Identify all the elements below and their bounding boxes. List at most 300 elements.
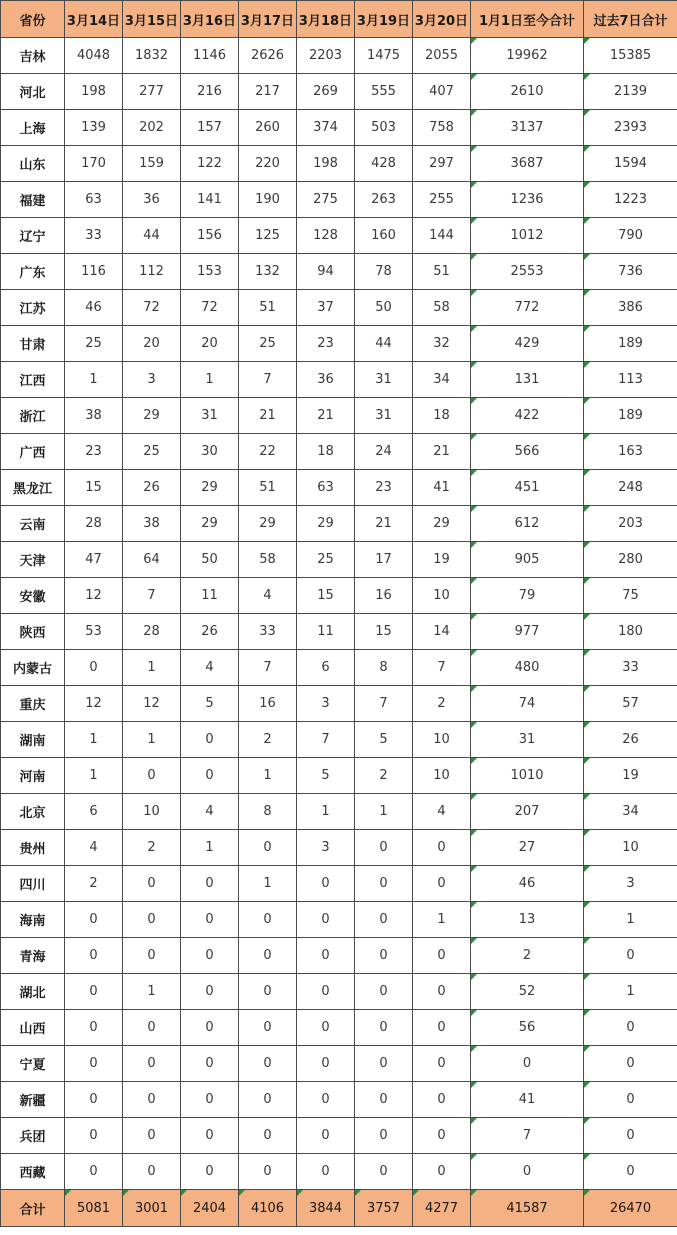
province-cell[interactable]: 甘肃 — [1, 326, 65, 362]
mar18-cell[interactable]: 7 — [297, 722, 355, 758]
mar15-cell[interactable]: 12 — [123, 686, 181, 722]
province-cell[interactable]: 新疆 — [1, 1082, 65, 1118]
mar20-cell[interactable]: 21 — [413, 434, 471, 470]
mar17-cell[interactable]: 0 — [239, 830, 297, 866]
mar20-cell[interactable]: 41 — [413, 470, 471, 506]
mar15-cell[interactable]: 26 — [123, 470, 181, 506]
mar16-cell[interactable]: 0 — [181, 866, 239, 902]
mar20-cell[interactable]: 10 — [413, 758, 471, 794]
mar14-cell[interactable]: 2 — [65, 866, 123, 902]
ytd-total-cell[interactable]: 977 — [471, 614, 584, 650]
mar18-cell[interactable]: 3 — [297, 830, 355, 866]
mar20-cell[interactable]: 0 — [413, 1010, 471, 1046]
mar20-cell[interactable]: 2 — [413, 686, 471, 722]
mar14-cell[interactable]: 4 — [65, 830, 123, 866]
mar20-cell[interactable]: 144 — [413, 218, 471, 254]
mar17-cell[interactable]: 0 — [239, 1082, 297, 1118]
ytd-total-cell[interactable]: 451 — [471, 470, 584, 506]
mar16-cell[interactable]: 4 — [181, 794, 239, 830]
mar20-cell[interactable]: 29 — [413, 506, 471, 542]
7day-total-cell[interactable]: 0 — [584, 938, 677, 974]
mar16-cell[interactable]: 50 — [181, 542, 239, 578]
mar14-cell[interactable]: 33 — [65, 218, 123, 254]
7day-total-cell[interactable]: 1223 — [584, 182, 677, 218]
ytd-total-cell[interactable]: 41 — [471, 1082, 584, 1118]
mar19-cell[interactable]: 31 — [355, 398, 413, 434]
mar15-cell[interactable]: 44 — [123, 218, 181, 254]
7day-total-cell[interactable]: 15385 — [584, 38, 677, 74]
mar18-cell[interactable]: 0 — [297, 974, 355, 1010]
mar18-cell[interactable]: 36 — [297, 362, 355, 398]
mar15-cell[interactable]: 10 — [123, 794, 181, 830]
mar17-cell[interactable]: 7 — [239, 650, 297, 686]
ytd-total-cell[interactable]: 31 — [471, 722, 584, 758]
mar19-cell[interactable]: 50 — [355, 290, 413, 326]
mar17-cell[interactable]: 33 — [239, 614, 297, 650]
mar18-cell[interactable]: 15 — [297, 578, 355, 614]
7day-total-cell[interactable]: 736 — [584, 254, 677, 290]
province-cell[interactable]: 四川 — [1, 866, 65, 902]
mar18-cell[interactable]: 94 — [297, 254, 355, 290]
province-cell[interactable]: 云南 — [1, 506, 65, 542]
mar15-cell[interactable]: 202 — [123, 110, 181, 146]
province-cell[interactable]: 福建 — [1, 182, 65, 218]
7day-total-cell[interactable]: 26 — [584, 722, 677, 758]
7day-total-cell[interactable]: 189 — [584, 326, 677, 362]
mar20-cell[interactable]: 34 — [413, 362, 471, 398]
mar16-cell[interactable]: 4 — [181, 650, 239, 686]
mar15-cell[interactable]: 0 — [123, 758, 181, 794]
mar17-cell[interactable]: 125 — [239, 218, 297, 254]
header-province[interactable]: 省份 — [1, 1, 65, 38]
7day-total-cell[interactable]: 386 — [584, 290, 677, 326]
7day-total-cell[interactable]: 10 — [584, 830, 677, 866]
total-mar15-cell[interactable]: 3001 — [123, 1190, 181, 1227]
mar14-cell[interactable]: 0 — [65, 1154, 123, 1190]
mar20-cell[interactable]: 758 — [413, 110, 471, 146]
mar17-cell[interactable]: 190 — [239, 182, 297, 218]
mar17-cell[interactable]: 1 — [239, 866, 297, 902]
ytd-total-cell[interactable]: 422 — [471, 398, 584, 434]
total-mar17-cell[interactable]: 4106 — [239, 1190, 297, 1227]
mar16-cell[interactable]: 5 — [181, 686, 239, 722]
mar19-cell[interactable]: 31 — [355, 362, 413, 398]
mar14-cell[interactable]: 170 — [65, 146, 123, 182]
province-cell[interactable]: 河北 — [1, 74, 65, 110]
mar19-cell[interactable]: 428 — [355, 146, 413, 182]
mar16-cell[interactable]: 0 — [181, 902, 239, 938]
mar20-cell[interactable]: 0 — [413, 1046, 471, 1082]
mar19-cell[interactable]: 0 — [355, 1154, 413, 1190]
province-cell[interactable]: 北京 — [1, 794, 65, 830]
total-mar16-cell[interactable]: 2404 — [181, 1190, 239, 1227]
ytd-total-cell[interactable]: 772 — [471, 290, 584, 326]
mar14-cell[interactable]: 23 — [65, 434, 123, 470]
7day-total-cell[interactable]: 34 — [584, 794, 677, 830]
7day-total-cell[interactable]: 0 — [584, 1082, 677, 1118]
ytd-total-cell[interactable]: 131 — [471, 362, 584, 398]
mar20-cell[interactable]: 297 — [413, 146, 471, 182]
mar17-cell[interactable]: 2 — [239, 722, 297, 758]
mar20-cell[interactable]: 10 — [413, 578, 471, 614]
province-cell[interactable]: 上海 — [1, 110, 65, 146]
mar19-cell[interactable]: 503 — [355, 110, 413, 146]
mar14-cell[interactable]: 4048 — [65, 38, 123, 74]
mar14-cell[interactable]: 0 — [65, 650, 123, 686]
mar20-cell[interactable]: 0 — [413, 938, 471, 974]
header-mar18[interactable]: 3月18日 — [297, 1, 355, 38]
total-7day-total-cell[interactable]: 26470 — [584, 1190, 677, 1227]
mar14-cell[interactable]: 139 — [65, 110, 123, 146]
mar18-cell[interactable]: 0 — [297, 1010, 355, 1046]
mar18-cell[interactable]: 25 — [297, 542, 355, 578]
province-cell[interactable]: 浙江 — [1, 398, 65, 434]
mar20-cell[interactable]: 19 — [413, 542, 471, 578]
mar17-cell[interactable]: 217 — [239, 74, 297, 110]
ytd-total-cell[interactable]: 3137 — [471, 110, 584, 146]
mar17-cell[interactable]: 4 — [239, 578, 297, 614]
mar17-cell[interactable]: 260 — [239, 110, 297, 146]
mar14-cell[interactable]: 0 — [65, 1082, 123, 1118]
mar17-cell[interactable]: 0 — [239, 902, 297, 938]
mar15-cell[interactable]: 28 — [123, 614, 181, 650]
mar14-cell[interactable]: 116 — [65, 254, 123, 290]
header-mar15[interactable]: 3月15日 — [123, 1, 181, 38]
ytd-total-cell[interactable]: 52 — [471, 974, 584, 1010]
province-cell[interactable]: 江苏 — [1, 290, 65, 326]
7day-total-cell[interactable]: 2139 — [584, 74, 677, 110]
mar18-cell[interactable]: 29 — [297, 506, 355, 542]
mar16-cell[interactable]: 0 — [181, 1082, 239, 1118]
ytd-total-cell[interactable]: 905 — [471, 542, 584, 578]
mar14-cell[interactable]: 0 — [65, 902, 123, 938]
mar18-cell[interactable]: 0 — [297, 1046, 355, 1082]
mar19-cell[interactable]: 0 — [355, 902, 413, 938]
7day-total-cell[interactable]: 180 — [584, 614, 677, 650]
mar20-cell[interactable]: 18 — [413, 398, 471, 434]
mar16-cell[interactable]: 29 — [181, 470, 239, 506]
ytd-total-cell[interactable]: 1010 — [471, 758, 584, 794]
mar14-cell[interactable]: 198 — [65, 74, 123, 110]
mar17-cell[interactable]: 0 — [239, 938, 297, 974]
mar15-cell[interactable]: 20 — [123, 326, 181, 362]
total-mar14-cell[interactable]: 5081 — [65, 1190, 123, 1227]
mar18-cell[interactable]: 0 — [297, 866, 355, 902]
mar16-cell[interactable]: 0 — [181, 1046, 239, 1082]
header-mar20[interactable]: 3月20日 — [413, 1, 471, 38]
7day-total-cell[interactable]: 0 — [584, 1046, 677, 1082]
mar18-cell[interactable]: 128 — [297, 218, 355, 254]
total-mar18-cell[interactable]: 3844 — [297, 1190, 355, 1227]
header-mar16[interactable]: 3月16日 — [181, 1, 239, 38]
province-cell[interactable]: 广西 — [1, 434, 65, 470]
province-cell[interactable]: 黑龙江 — [1, 470, 65, 506]
mar15-cell[interactable]: 72 — [123, 290, 181, 326]
mar17-cell[interactable]: 51 — [239, 290, 297, 326]
mar15-cell[interactable]: 159 — [123, 146, 181, 182]
mar14-cell[interactable]: 0 — [65, 1046, 123, 1082]
mar14-cell[interactable]: 28 — [65, 506, 123, 542]
mar17-cell[interactable]: 8 — [239, 794, 297, 830]
total-ytd-total-cell[interactable]: 41587 — [471, 1190, 584, 1227]
ytd-total-cell[interactable]: 27 — [471, 830, 584, 866]
mar16-cell[interactable]: 157 — [181, 110, 239, 146]
mar18-cell[interactable]: 0 — [297, 1118, 355, 1154]
mar15-cell[interactable]: 36 — [123, 182, 181, 218]
mar17-cell[interactable]: 132 — [239, 254, 297, 290]
ytd-total-cell[interactable]: 7 — [471, 1118, 584, 1154]
mar16-cell[interactable]: 11 — [181, 578, 239, 614]
mar19-cell[interactable]: 78 — [355, 254, 413, 290]
mar15-cell[interactable]: 0 — [123, 1010, 181, 1046]
mar19-cell[interactable]: 2 — [355, 758, 413, 794]
ytd-total-cell[interactable]: 207 — [471, 794, 584, 830]
mar20-cell[interactable]: 7 — [413, 650, 471, 686]
mar17-cell[interactable]: 0 — [239, 974, 297, 1010]
mar15-cell[interactable]: 1832 — [123, 38, 181, 74]
mar20-cell[interactable]: 0 — [413, 1118, 471, 1154]
province-cell[interactable]: 重庆 — [1, 686, 65, 722]
mar19-cell[interactable]: 1475 — [355, 38, 413, 74]
mar16-cell[interactable]: 20 — [181, 326, 239, 362]
ytd-total-cell[interactable]: 0 — [471, 1154, 584, 1190]
mar16-cell[interactable]: 72 — [181, 290, 239, 326]
province-cell[interactable]: 兵团 — [1, 1118, 65, 1154]
mar14-cell[interactable]: 0 — [65, 974, 123, 1010]
ytd-total-cell[interactable]: 1012 — [471, 218, 584, 254]
mar15-cell[interactable]: 1 — [123, 650, 181, 686]
mar16-cell[interactable]: 153 — [181, 254, 239, 290]
mar17-cell[interactable]: 22 — [239, 434, 297, 470]
7day-total-cell[interactable]: 280 — [584, 542, 677, 578]
mar17-cell[interactable]: 0 — [239, 1118, 297, 1154]
mar15-cell[interactable]: 1 — [123, 722, 181, 758]
7day-total-cell[interactable]: 1594 — [584, 146, 677, 182]
mar15-cell[interactable]: 0 — [123, 938, 181, 974]
mar19-cell[interactable]: 0 — [355, 938, 413, 974]
mar18-cell[interactable]: 3 — [297, 686, 355, 722]
mar18-cell[interactable]: 374 — [297, 110, 355, 146]
province-cell[interactable]: 安徽 — [1, 578, 65, 614]
mar20-cell[interactable]: 51 — [413, 254, 471, 290]
mar16-cell[interactable]: 1 — [181, 830, 239, 866]
mar18-cell[interactable]: 269 — [297, 74, 355, 110]
total-mar20-cell[interactable]: 4277 — [413, 1190, 471, 1227]
mar19-cell[interactable]: 5 — [355, 722, 413, 758]
mar18-cell[interactable]: 2203 — [297, 38, 355, 74]
mar16-cell[interactable]: 26 — [181, 614, 239, 650]
mar19-cell[interactable]: 0 — [355, 1010, 413, 1046]
mar18-cell[interactable]: 21 — [297, 398, 355, 434]
7day-total-cell[interactable]: 0 — [584, 1154, 677, 1190]
ytd-total-cell[interactable]: 2 — [471, 938, 584, 974]
mar19-cell[interactable]: 0 — [355, 1046, 413, 1082]
mar20-cell[interactable]: 0 — [413, 830, 471, 866]
mar16-cell[interactable]: 0 — [181, 1154, 239, 1190]
mar15-cell[interactable]: 0 — [123, 1118, 181, 1154]
mar14-cell[interactable]: 12 — [65, 686, 123, 722]
7day-total-cell[interactable]: 248 — [584, 470, 677, 506]
ytd-total-cell[interactable]: 46 — [471, 866, 584, 902]
header-7day-total[interactable]: 过去7日合计 — [584, 1, 677, 38]
province-cell[interactable]: 海南 — [1, 902, 65, 938]
mar16-cell[interactable]: 1 — [181, 362, 239, 398]
7day-total-cell[interactable]: 1 — [584, 902, 677, 938]
total-mar19-cell[interactable]: 3757 — [355, 1190, 413, 1227]
province-cell[interactable]: 广东 — [1, 254, 65, 290]
mar15-cell[interactable]: 25 — [123, 434, 181, 470]
mar15-cell[interactable]: 0 — [123, 1154, 181, 1190]
mar18-cell[interactable]: 275 — [297, 182, 355, 218]
ytd-total-cell[interactable]: 56 — [471, 1010, 584, 1046]
mar14-cell[interactable]: 25 — [65, 326, 123, 362]
mar15-cell[interactable]: 0 — [123, 866, 181, 902]
mar16-cell[interactable]: 0 — [181, 1118, 239, 1154]
mar14-cell[interactable]: 1 — [65, 362, 123, 398]
mar20-cell[interactable]: 1 — [413, 902, 471, 938]
mar14-cell[interactable]: 12 — [65, 578, 123, 614]
mar20-cell[interactable]: 255 — [413, 182, 471, 218]
mar17-cell[interactable]: 0 — [239, 1154, 297, 1190]
mar19-cell[interactable]: 23 — [355, 470, 413, 506]
mar16-cell[interactable]: 0 — [181, 1010, 239, 1046]
mar19-cell[interactable]: 0 — [355, 830, 413, 866]
mar16-cell[interactable]: 29 — [181, 506, 239, 542]
mar19-cell[interactable]: 15 — [355, 614, 413, 650]
mar15-cell[interactable]: 0 — [123, 902, 181, 938]
mar14-cell[interactable]: 47 — [65, 542, 123, 578]
mar16-cell[interactable]: 122 — [181, 146, 239, 182]
mar18-cell[interactable]: 0 — [297, 1082, 355, 1118]
mar19-cell[interactable]: 263 — [355, 182, 413, 218]
ytd-total-cell[interactable]: 0 — [471, 1046, 584, 1082]
7day-total-cell[interactable]: 57 — [584, 686, 677, 722]
province-cell[interactable]: 辽宁 — [1, 218, 65, 254]
mar18-cell[interactable]: 23 — [297, 326, 355, 362]
mar19-cell[interactable]: 555 — [355, 74, 413, 110]
mar14-cell[interactable]: 63 — [65, 182, 123, 218]
mar19-cell[interactable]: 160 — [355, 218, 413, 254]
total-label-cell[interactable]: 合计 — [1, 1190, 65, 1227]
mar19-cell[interactable]: 1 — [355, 794, 413, 830]
mar15-cell[interactable]: 1 — [123, 974, 181, 1010]
7day-total-cell[interactable]: 1 — [584, 974, 677, 1010]
mar15-cell[interactable]: 29 — [123, 398, 181, 434]
mar19-cell[interactable]: 16 — [355, 578, 413, 614]
ytd-total-cell[interactable]: 1236 — [471, 182, 584, 218]
mar17-cell[interactable]: 220 — [239, 146, 297, 182]
ytd-total-cell[interactable]: 566 — [471, 434, 584, 470]
mar15-cell[interactable]: 0 — [123, 1082, 181, 1118]
province-cell[interactable]: 陕西 — [1, 614, 65, 650]
7day-total-cell[interactable]: 189 — [584, 398, 677, 434]
7day-total-cell[interactable]: 0 — [584, 1010, 677, 1046]
mar14-cell[interactable]: 38 — [65, 398, 123, 434]
province-cell[interactable]: 宁夏 — [1, 1046, 65, 1082]
province-cell[interactable]: 贵州 — [1, 830, 65, 866]
mar19-cell[interactable]: 0 — [355, 1082, 413, 1118]
mar16-cell[interactable]: 141 — [181, 182, 239, 218]
mar15-cell[interactable]: 277 — [123, 74, 181, 110]
mar19-cell[interactable]: 0 — [355, 974, 413, 1010]
mar18-cell[interactable]: 0 — [297, 938, 355, 974]
mar20-cell[interactable]: 0 — [413, 1082, 471, 1118]
mar16-cell[interactable]: 0 — [181, 974, 239, 1010]
mar18-cell[interactable]: 0 — [297, 902, 355, 938]
province-cell[interactable]: 河南 — [1, 758, 65, 794]
7day-total-cell[interactable]: 3 — [584, 866, 677, 902]
mar19-cell[interactable]: 17 — [355, 542, 413, 578]
mar20-cell[interactable]: 0 — [413, 866, 471, 902]
mar14-cell[interactable]: 46 — [65, 290, 123, 326]
mar16-cell[interactable]: 30 — [181, 434, 239, 470]
mar18-cell[interactable]: 11 — [297, 614, 355, 650]
mar20-cell[interactable]: 2055 — [413, 38, 471, 74]
mar17-cell[interactable]: 0 — [239, 1046, 297, 1082]
mar16-cell[interactable]: 0 — [181, 722, 239, 758]
mar16-cell[interactable]: 1146 — [181, 38, 239, 74]
ytd-total-cell[interactable]: 74 — [471, 686, 584, 722]
mar14-cell[interactable]: 6 — [65, 794, 123, 830]
7day-total-cell[interactable]: 163 — [584, 434, 677, 470]
7day-total-cell[interactable]: 2393 — [584, 110, 677, 146]
mar16-cell[interactable]: 0 — [181, 938, 239, 974]
mar18-cell[interactable]: 18 — [297, 434, 355, 470]
mar17-cell[interactable]: 25 — [239, 326, 297, 362]
mar18-cell[interactable]: 63 — [297, 470, 355, 506]
mar19-cell[interactable]: 8 — [355, 650, 413, 686]
mar19-cell[interactable]: 44 — [355, 326, 413, 362]
mar20-cell[interactable]: 14 — [413, 614, 471, 650]
7day-total-cell[interactable]: 33 — [584, 650, 677, 686]
ytd-total-cell[interactable]: 19962 — [471, 38, 584, 74]
mar16-cell[interactable]: 0 — [181, 758, 239, 794]
header-mar17[interactable]: 3月17日 — [239, 1, 297, 38]
header-mar14[interactable]: 3月14日 — [65, 1, 123, 38]
header-mar19[interactable]: 3月19日 — [355, 1, 413, 38]
mar19-cell[interactable]: 24 — [355, 434, 413, 470]
mar17-cell[interactable]: 2626 — [239, 38, 297, 74]
mar19-cell[interactable]: 0 — [355, 1118, 413, 1154]
mar18-cell[interactable]: 1 — [297, 794, 355, 830]
mar17-cell[interactable]: 1 — [239, 758, 297, 794]
mar20-cell[interactable]: 32 — [413, 326, 471, 362]
mar17-cell[interactable]: 0 — [239, 1010, 297, 1046]
7day-total-cell[interactable]: 19 — [584, 758, 677, 794]
header-ytd-total[interactable]: 1月1日至今合计 — [471, 1, 584, 38]
mar15-cell[interactable]: 2 — [123, 830, 181, 866]
ytd-total-cell[interactable]: 13 — [471, 902, 584, 938]
mar17-cell[interactable]: 29 — [239, 506, 297, 542]
mar15-cell[interactable]: 38 — [123, 506, 181, 542]
mar17-cell[interactable]: 16 — [239, 686, 297, 722]
mar14-cell[interactable]: 0 — [65, 938, 123, 974]
ytd-total-cell[interactable]: 612 — [471, 506, 584, 542]
mar20-cell[interactable]: 10 — [413, 722, 471, 758]
mar14-cell[interactable]: 15 — [65, 470, 123, 506]
mar14-cell[interactable]: 1 — [65, 722, 123, 758]
mar16-cell[interactable]: 216 — [181, 74, 239, 110]
7day-total-cell[interactable]: 75 — [584, 578, 677, 614]
mar14-cell[interactable]: 0 — [65, 1118, 123, 1154]
ytd-total-cell[interactable]: 2610 — [471, 74, 584, 110]
mar14-cell[interactable]: 53 — [65, 614, 123, 650]
ytd-total-cell[interactable]: 480 — [471, 650, 584, 686]
7day-total-cell[interactable]: 0 — [584, 1118, 677, 1154]
7day-total-cell[interactable]: 113 — [584, 362, 677, 398]
mar15-cell[interactable]: 112 — [123, 254, 181, 290]
ytd-total-cell[interactable]: 79 — [471, 578, 584, 614]
